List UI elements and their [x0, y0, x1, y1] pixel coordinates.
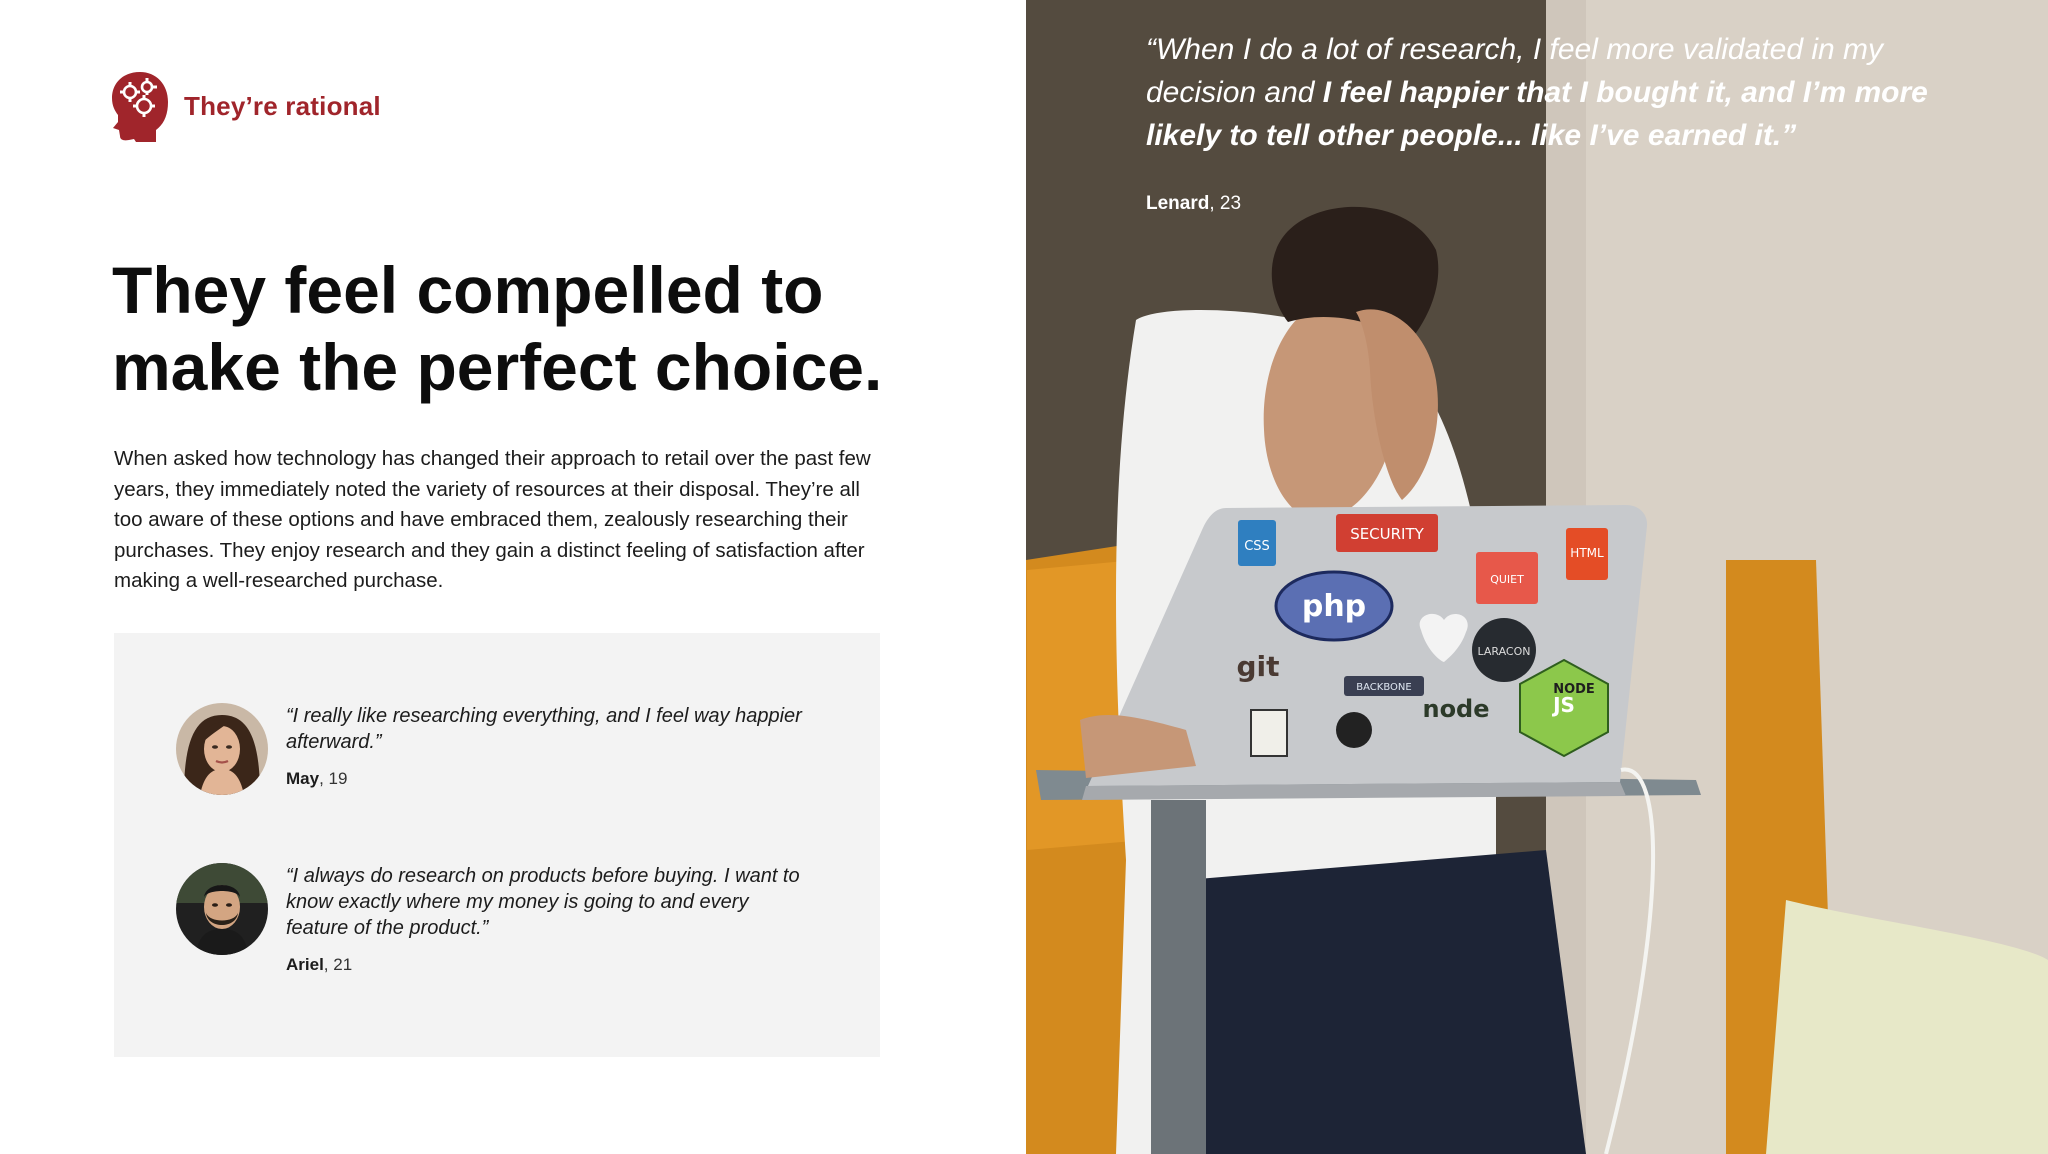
- testimonial-attribution: [286, 955, 806, 975]
- testimonial-item: [176, 703, 806, 795]
- testimonial-panel: [114, 633, 880, 1057]
- headline-line-2: make the perfect choice.: [112, 330, 883, 404]
- avatar: [176, 703, 268, 795]
- sticker-js: JS: [1553, 693, 1575, 717]
- sticker-security: SECURITY: [1350, 525, 1424, 543]
- category-badge: [110, 70, 381, 142]
- sticker-css: CSS: [1244, 539, 1270, 554]
- feature-quote-plain: “When I do a lot of research, I feel more validated in my decision and: [1146, 33, 1884, 109]
- sticker-node-badge: NODE: [1553, 682, 1595, 697]
- feature-attribution: [1146, 193, 1241, 215]
- sticker-node: node: [1422, 695, 1490, 723]
- feature-quote: [1146, 28, 1966, 157]
- photo-panel: [1026, 0, 2048, 1154]
- testimonial-attribution: [286, 769, 806, 789]
- feature-quote-bold: I feel happier that I bought it, and I’m more likely to tell other people... like I’ve earned it.”: [1146, 76, 1928, 152]
- testimonial-age: , 21: [323, 955, 353, 974]
- sticker-quiet: QUIET: [1490, 573, 1524, 586]
- testimonial-name: Ariel: [286, 955, 324, 974]
- body-paragraph: When asked how technology has changed their approach to retail over the past few years, they immediately noted the variety of resources at their disposal. They’re all too aware of these options and have embraced them, zealously researching their purchases. They enjoy research and they gain a distinct feeling of satisfaction after making a well-researched purchase.: [114, 447, 871, 593]
- avatar-ariel-icon: [176, 863, 268, 955]
- sticker-php: php: [1301, 589, 1367, 624]
- testimonial-quote: “I really like researching everything, and I feel way happier afterward.”: [286, 705, 802, 753]
- sticker-git: git: [1236, 650, 1280, 683]
- feature-name: Lenard: [1146, 193, 1210, 214]
- page-headline: [112, 252, 972, 406]
- testimonial-age: , 19: [319, 769, 348, 788]
- headline-line-1: They feel compelled to: [112, 253, 824, 327]
- sticker-html: HTML: [1570, 546, 1604, 560]
- avatar-may-icon: [176, 703, 268, 795]
- head-gears-icon: [110, 70, 170, 142]
- testimonial-quote: “I always do research on products before buying. I want to know exactly where my money is going to and every feature of the product.”: [286, 865, 800, 939]
- sticker-laracon: LARACON: [1477, 645, 1531, 658]
- sticker-backbone: BACKBONE: [1356, 682, 1412, 693]
- avatar: [176, 863, 268, 955]
- feature-age: , 23: [1209, 193, 1242, 214]
- testimonial-item: [176, 863, 806, 975]
- testimonial-name: May: [286, 769, 320, 788]
- badge-label: They’re rational: [184, 90, 381, 121]
- student-laptop-photo: [1026, 0, 2048, 1154]
